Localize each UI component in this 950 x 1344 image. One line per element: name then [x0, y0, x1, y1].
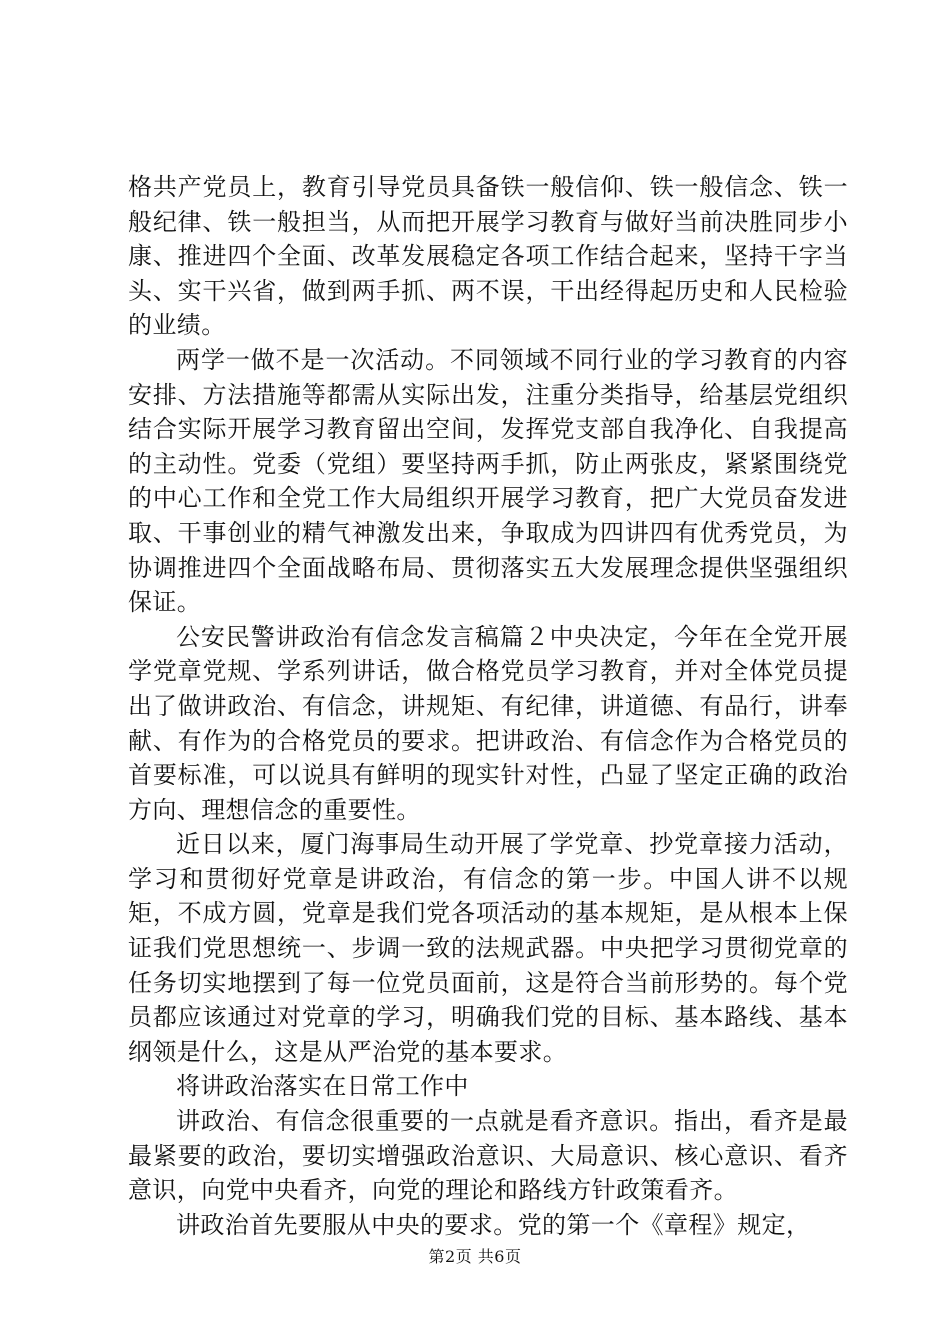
paragraph: 公安民警讲政治有信念发言稿篇２中央决定，今年在全党开展学党章党规、学系列讲话，做合格党员学习教育，并对全体党员提出了做讲政治、有信念，讲规矩、有纪律，讲道德、有品行，讲奉献、有作为的合格党员的要求。把讲政治、有信念作为合格党员的首要标准，可以说具有鲜明的现实针对性，凸显了坚定正确的政治方向、理想信念的重要性。: [128, 622, 848, 824]
page-footer: 第2页 共6页: [428, 1247, 522, 1266]
paragraph: 近日以来，厦门海事局生动开展了学党章、抄党章接力活动，学习和贯彻好党章是讲政治，有信念的第一步。中国人讲不以规矩，不成方圆，党章是我们党各项活动的基本规矩，是从根本上保证我们党思想统一、步调一致的法规武器。中央把学习贯彻党章的任务切实地摆到了每一位党员面前，这是符合当前形势的。每个党员都应该通过对党章的学习，明确我们党的目标、基本路线、基本纲领是什么，这是从严治党的基本要求。: [128, 830, 848, 1066]
section-heading: 将讲政治落实在日常工作中: [176, 1072, 469, 1101]
paragraph: 两学一做不是一次活动。不同领域不同行业的学习教育的内容安排、方法措施等都需从实际出发，注重分类指导，给基层党组织结合实际开展学习教育留出空间，发挥党支部自我净化、自我提高的主动性。党委（党组）要坚持两手抓，防止两张皮，紧紧围绕党的中心工作和全党工作大局组织开展学习教育，把广大党员奋发进取、干事创业的精气神激发出来，争取成为四讲四有优秀党员，为协调推进四个全面战略布局、贯彻落实五大发展理念提供坚强组织保证。: [128, 345, 848, 617]
paragraph: 讲政治、有信念很重要的一点就是看齐意识。指出，看齐是最最紧要的政治，要切实增强政治意识、大局意识、核心意识、看齐意识，向党中央看齐，向党的理论和路线方针政策看齐。: [128, 1107, 848, 1205]
paragraph: 讲政治首先要服从中央的要求。党的第一个《章程》规定，: [176, 1210, 811, 1239]
paragraph-continuation: 格共产党员上，教育引导党员具备铁一般信仰、铁一般信念、铁一般纪律、铁一般担当，从而把开展学习教育与做好当前决胜同步小康、推进四个全面、改革发展稳定各项工作结合起来，坚持干字当头、实干兴省，做到两手抓、两不误，干出经得起历史和人民检验的业绩。: [128, 173, 848, 340]
document-body: [128, 170, 848, 1242]
